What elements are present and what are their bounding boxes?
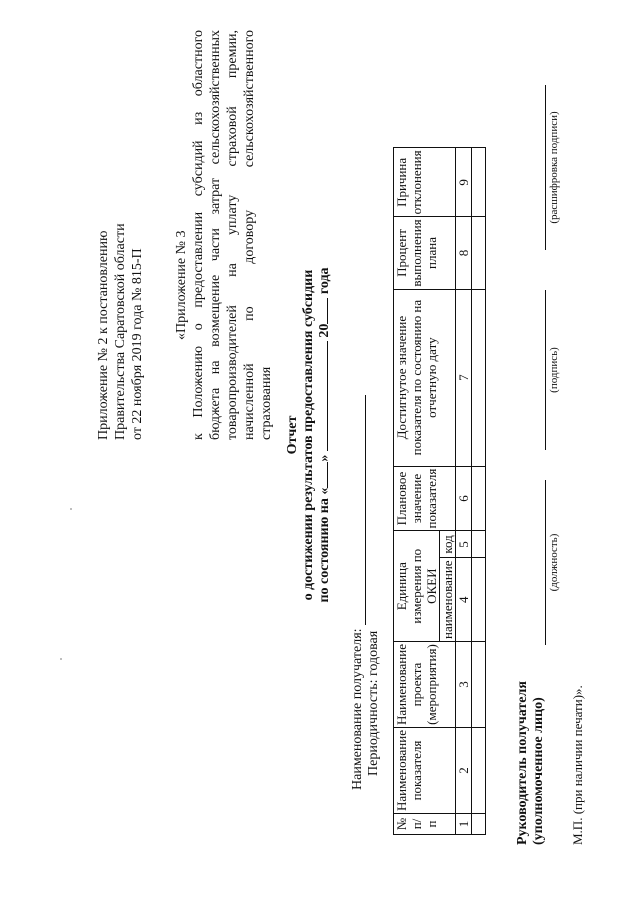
position-line [545,480,546,645]
col-number: 3 [456,642,472,728]
header-num: № п/п [394,814,456,835]
periodicity: Периодичность: годовая [366,630,381,776]
position-caption: (должность) [548,533,560,592]
table-header-row [394,148,440,835]
header-line: Правительства Саратовской области [113,223,128,440]
col-number: 9 [456,148,472,217]
signature-line [545,290,546,450]
report-date-line: по состоянию на «» 20 года [317,267,332,603]
header-project: Наименование проекта (мероприятия) [394,642,456,728]
header-percent: Процент выполнения плана [394,217,456,289]
empty-cell [472,642,486,728]
col-number: 8 [456,217,472,289]
report-title: Отчет [285,415,300,455]
col-number: 6 [456,466,472,531]
col-number: 5 [456,531,472,558]
header-line: Приложение № 2 к постановлению [96,230,111,440]
header-unit: Единица измерения по ОКЕИ [394,531,440,642]
decoding-caption: (расшифровка подписи) [548,111,560,224]
appendix-line: товаропроизводителей на уплату страховой премии, [225,30,240,440]
header-unit-code: код [440,531,456,558]
decoding-line [545,85,546,250]
recipient-label: Наименование получателя: [350,628,365,790]
head-title: Руководитель получателя [515,681,530,845]
head-subtitle: (уполномоченное лицо) [531,697,546,845]
col-number: 2 [456,728,472,814]
appendix-line: начисленной по договору сельскохозяйственного [242,30,257,440]
results-table [393,147,486,835]
header-planned: Плановое значение показателя [394,466,456,531]
appendix-line: бюджета на возмещение части затрат сельскохозяйственных [208,30,223,440]
scan-speck [70,508,72,510]
appendix-title: «Приложение № 3 [174,230,189,340]
empty-cell [472,466,486,531]
empty-cell [472,728,486,814]
empty-cell [472,148,486,217]
report-subtitle: о достижении результатов предоставления субсидии [301,269,316,601]
col-number: 7 [456,289,472,466]
col-number: 1 [456,814,472,835]
empty-cell [472,289,486,466]
report-title-block [285,165,333,705]
report-meta [350,395,382,790]
signature-block [515,45,547,845]
col-number: 4 [456,558,472,642]
empty-cell [472,558,486,642]
table-row-empty [472,148,486,835]
empty-cell [472,814,486,835]
resolution-reference [95,40,146,440]
header-unit-name: наименование [440,558,456,642]
recipient-name-blank [365,395,366,625]
header-indicator: Наименование показателя [394,728,456,814]
appendix-3-reference [173,30,275,440]
table-row-column-numbers [456,148,472,835]
appendix-line: к Положению о предоставлении субсидий из областного [191,30,206,440]
stamp-note: М.П. (при наличии печати)». [570,685,585,845]
empty-cell [472,217,486,289]
appendix-line: страхования [259,366,274,440]
empty-cell [472,531,486,558]
signature-caption: (подпись) [548,347,560,393]
header-line: от 22 ноября 2019 года № 815-П [130,248,145,440]
header-reason: Причина отклонения [394,148,456,217]
scan-speck [60,658,62,660]
header-achieved: Достигнутое значение показателя по состоянию на отчетную дату [394,289,456,466]
